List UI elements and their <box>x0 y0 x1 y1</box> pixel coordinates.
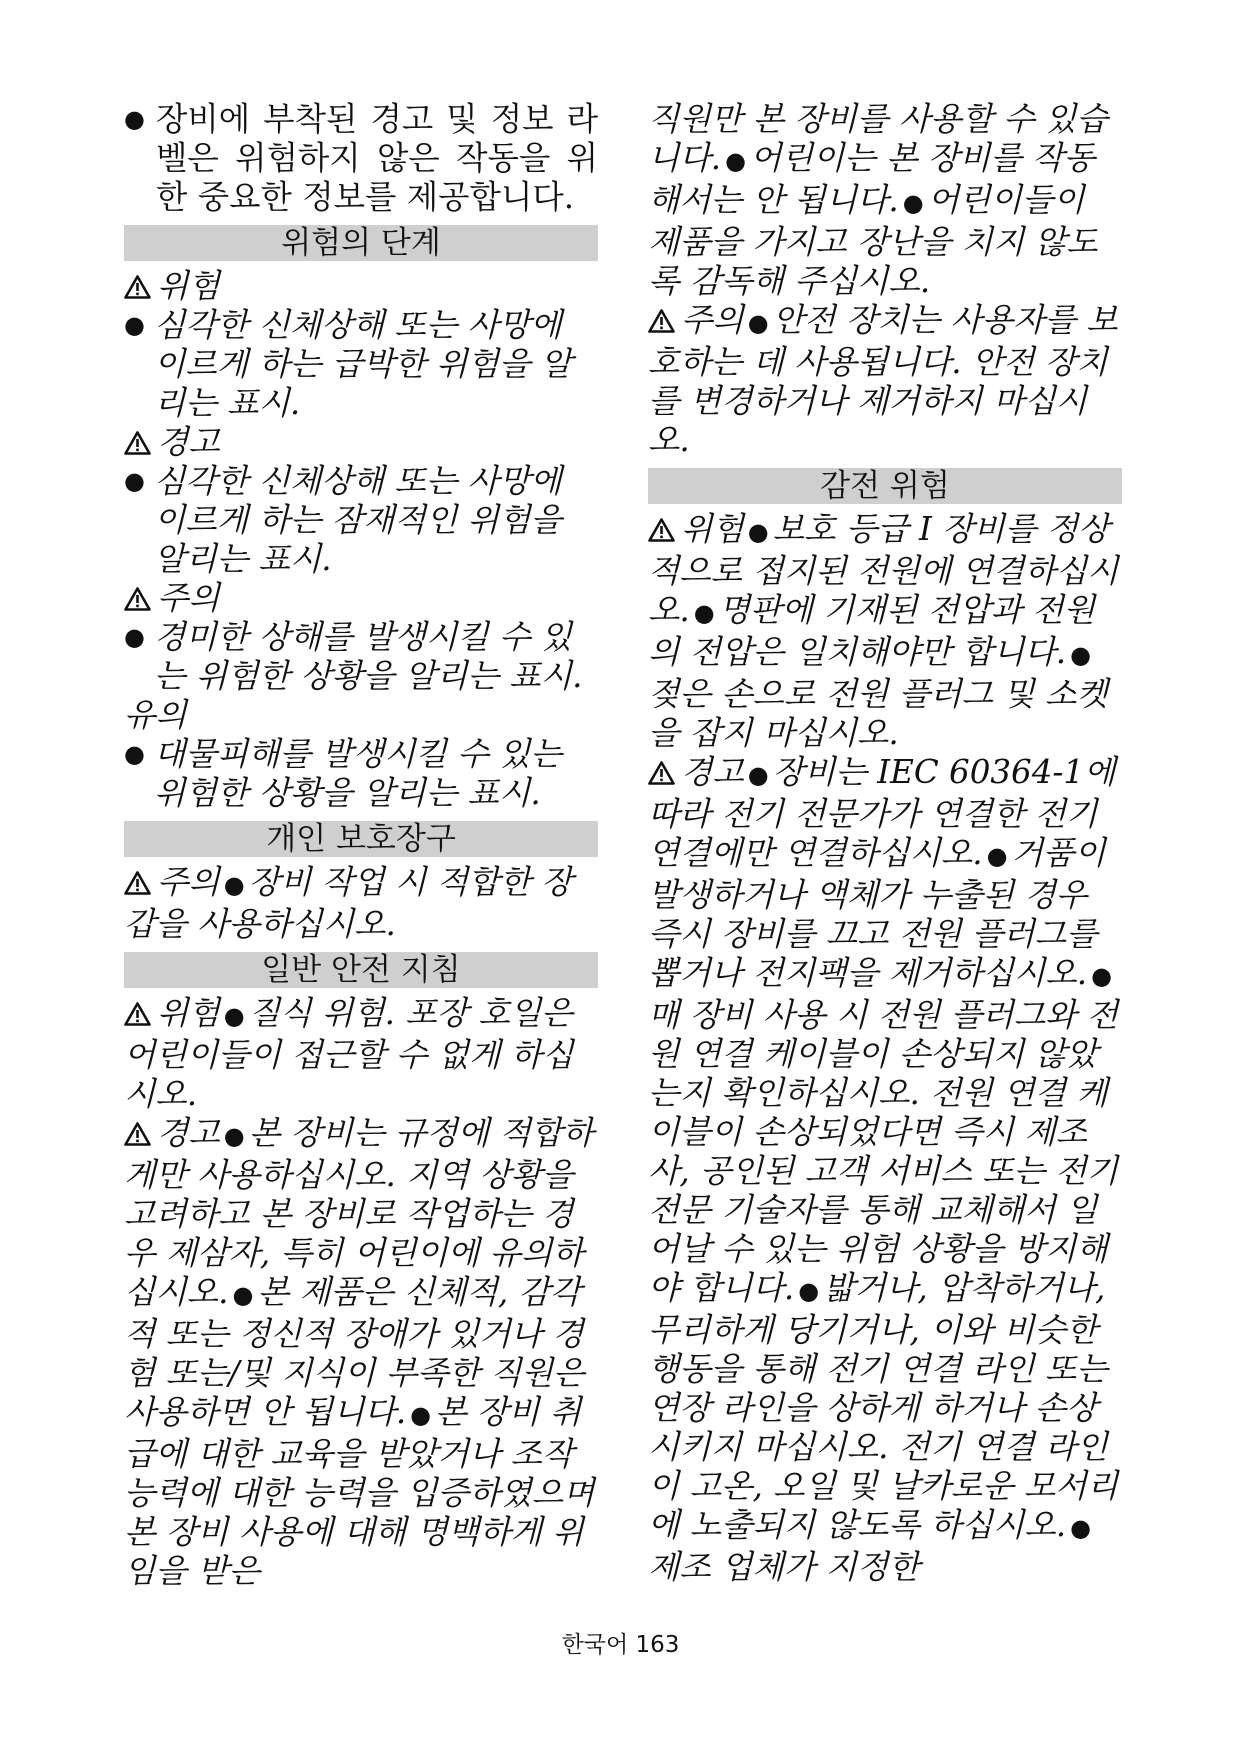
ppe-caution-text: 장비 작업 시 적합한 장갑을 사용하십시오. <box>124 863 573 943</box>
warning-triangle-icon <box>124 871 151 895</box>
level-caution-text: 경미한 상해를 발생시킬 수 있는 위험한 상황을 알리는 표시. <box>154 618 583 695</box>
left-column <box>124 100 598 1591</box>
bullet-dot: ● <box>124 623 145 651</box>
electric-danger-label: 위험 <box>681 510 744 548</box>
heading-electric-shock: 감전 위험 <box>648 468 1122 504</box>
level-caution <box>124 579 598 618</box>
electric-warning-label: 경고 <box>681 753 744 791</box>
warning-triangle-icon <box>648 309 675 333</box>
warning-triangle-icon <box>648 761 675 785</box>
general-danger <box>124 994 598 1114</box>
bullet-dot: ● <box>986 842 1008 870</box>
general-warning-label: 경고 <box>157 1114 220 1152</box>
bullet-dot: ● <box>124 311 145 339</box>
level-caution-label: 주의 <box>157 579 220 617</box>
level-notice-desc <box>124 735 598 813</box>
bullet-dot: ● <box>902 189 924 217</box>
level-warning-label: 경고 <box>157 423 220 461</box>
general-warning-text-1: 본 장비는 규정에 적합하게만 사용하십시오. 지역 상황을 고려하고 본 장비로 작업하는 경우 제삼자, 특히 어린이에 유의하십시오. <box>124 1114 594 1311</box>
safety-device-caution <box>648 301 1122 460</box>
general-warning-text-2: 본 제품은 신체적, 감각적 또는 정신적 장애가 있거나 경험 또는/및 지식이 부족한 직원은 사용하면 안 됩니다. <box>124 1273 585 1431</box>
footer-page-number: 163 <box>635 1632 680 1658</box>
electric-danger-text-3: 젖은 손으로 전원 플러그 및 소켓을 잡지 마십시오. <box>648 675 1108 752</box>
electric-warning-text-3: 매 장비 사용 시 전원 플러그와 전원 연결 케이블이 손상되지 않았는지 확인하십시오. 전원 연결 케이블이 손상되었다면 즉시 제조사, 공인된 고객 서비스 또는 전기 전문 기술자를 통해 교체해서 일어날 수 있는 위험 상황을 방지해야 합니다. <box>648 996 1119 1307</box>
intro-bullet-text: 장비에 부착된 경고 및 정보 라벨은 위험하지 않은 작동을 위한 중요한 정보를 제공합니다. <box>156 100 598 216</box>
level-notice-text: 대물피해를 발생시킬 수 있는 위험한 상황을 알리는 표시. <box>154 735 562 812</box>
safety-device-label: 주의 <box>681 301 744 339</box>
electric-danger-text-1: 보호 등급 I 장비를 정상적으로 접지된 전원에 연결하십시오. <box>648 510 1119 629</box>
ppe-caution <box>124 863 598 944</box>
ppe-caution-label: 주의 <box>157 863 220 901</box>
bullet-dot: ● <box>798 1277 820 1305</box>
bullet-dot: ● <box>232 1281 254 1309</box>
electric-warning-text-2: 거품이 발생하거나 액체가 누출된 경우 즉시 장비를 끄고 전원 플러그를 뽑거나 전지팩을 제거하십시오. <box>648 834 1106 992</box>
electric-danger <box>648 510 1122 753</box>
level-warning-text: 심각한 신체상해 또는 사망에 이르게 하는 잠재적인 위험을 알리는 표시. <box>154 462 562 578</box>
level-danger-desc <box>124 306 598 423</box>
level-notice <box>124 696 598 735</box>
warning-triangle-icon <box>124 587 151 611</box>
electric-warning <box>648 753 1122 1587</box>
level-danger-text: 심각한 신체상해 또는 사망에 이르게 하는 급박한 위험을 알리는 표시. <box>154 306 573 422</box>
safety-device-text: 안전 장치는 사용자를 보호하는 데 사용됩니다. 안전 장치를 변경하거나 제거하지 마십시오. <box>648 301 1118 459</box>
general-warning <box>124 1114 598 1591</box>
level-warning-desc <box>124 462 598 579</box>
heading-general-safety: 일반 안전 지침 <box>124 952 598 988</box>
bullet-dot: ● <box>725 147 747 175</box>
level-caution-desc <box>124 618 598 696</box>
bullet-dot: ● <box>747 518 769 546</box>
footer-language: 한국어 <box>561 1632 629 1658</box>
continued-text-1: 직원만 본 장비를 사용할 수 있습니다. <box>648 100 1108 177</box>
general-danger-text: 질식 위험. 포장 호일은 어린이들이 접근할 수 없게 하십시오. <box>124 994 574 1113</box>
bullet-dot: ● <box>223 1002 245 1030</box>
electric-warning-text-5: 제조 업체가 지정한 <box>648 1548 920 1586</box>
heading-hazard-levels: 위험의 단계 <box>124 225 598 261</box>
continued-text-3: 어린이들이 제품을 가지고 장난을 치지 않도록 감독해 주십시오. <box>648 181 1098 300</box>
general-warning-text-3: 본 장비 취급에 대한 교육을 받았거나 조작 능력에 대한 능력을 입증하였으며 본 장비 사용에 대해 명백하게 위임을 받은 <box>124 1393 595 1590</box>
electric-danger-text-2: 명판에 기재된 전압과 전원의 전압은 일치해야만 합니다. <box>648 591 1096 671</box>
bullet-dot: ● <box>124 105 145 133</box>
intro-bullet <box>124 100 598 217</box>
bullet-dot: ● <box>223 871 245 899</box>
right-column <box>648 100 1122 1587</box>
bullet-dot: ● <box>747 309 769 337</box>
level-notice-label: 유의 <box>124 696 187 734</box>
general-danger-label: 위험 <box>157 994 220 1032</box>
page-footer <box>0 1626 1241 1659</box>
bullet-dot: ● <box>747 761 769 789</box>
continued-text-2: 어린이는 본 장비를 작동해서는 안 됩니다. <box>648 139 1096 219</box>
bullet-dot: ● <box>1091 962 1113 990</box>
warning-triangle-icon <box>648 518 675 542</box>
warning-triangle-icon <box>124 431 151 455</box>
electric-warning-text-4: 밟거나, 압착하거나, 무리하게 당기거나, 이와 비슷한 행동을 통해 전기 연결 라인 또는 연장 라인을 상하게 하거나 손상시키지 마십시오. 전기 연결 라인이 고온, 오일 및 날카로운 모서리에 노출되지 않도록 하십시오. <box>648 1269 1119 1544</box>
level-danger <box>124 267 598 306</box>
bullet-dot: ● <box>124 740 145 768</box>
bullet-dot: ● <box>1070 1514 1092 1542</box>
warning-triangle-icon <box>124 1002 151 1026</box>
electric-warning-text-1: 장비는 IEC 60364-1에 따라 전기 전문가가 연결한 전기 연결에만 연결하십시오. <box>648 753 1116 872</box>
level-warning <box>124 423 598 462</box>
bullet-dot: ● <box>410 1401 432 1429</box>
warning-triangle-icon <box>124 275 151 299</box>
warning-triangle-icon <box>124 1122 151 1146</box>
bullet-dot: ● <box>1070 641 1092 669</box>
general-warning-continued <box>648 100 1122 301</box>
bullet-dot: ● <box>124 467 145 495</box>
level-danger-label: 위험 <box>157 267 220 305</box>
bullet-dot: ● <box>693 599 715 627</box>
heading-ppe: 개인 보호장구 <box>124 821 598 857</box>
bullet-dot: ● <box>223 1122 245 1150</box>
